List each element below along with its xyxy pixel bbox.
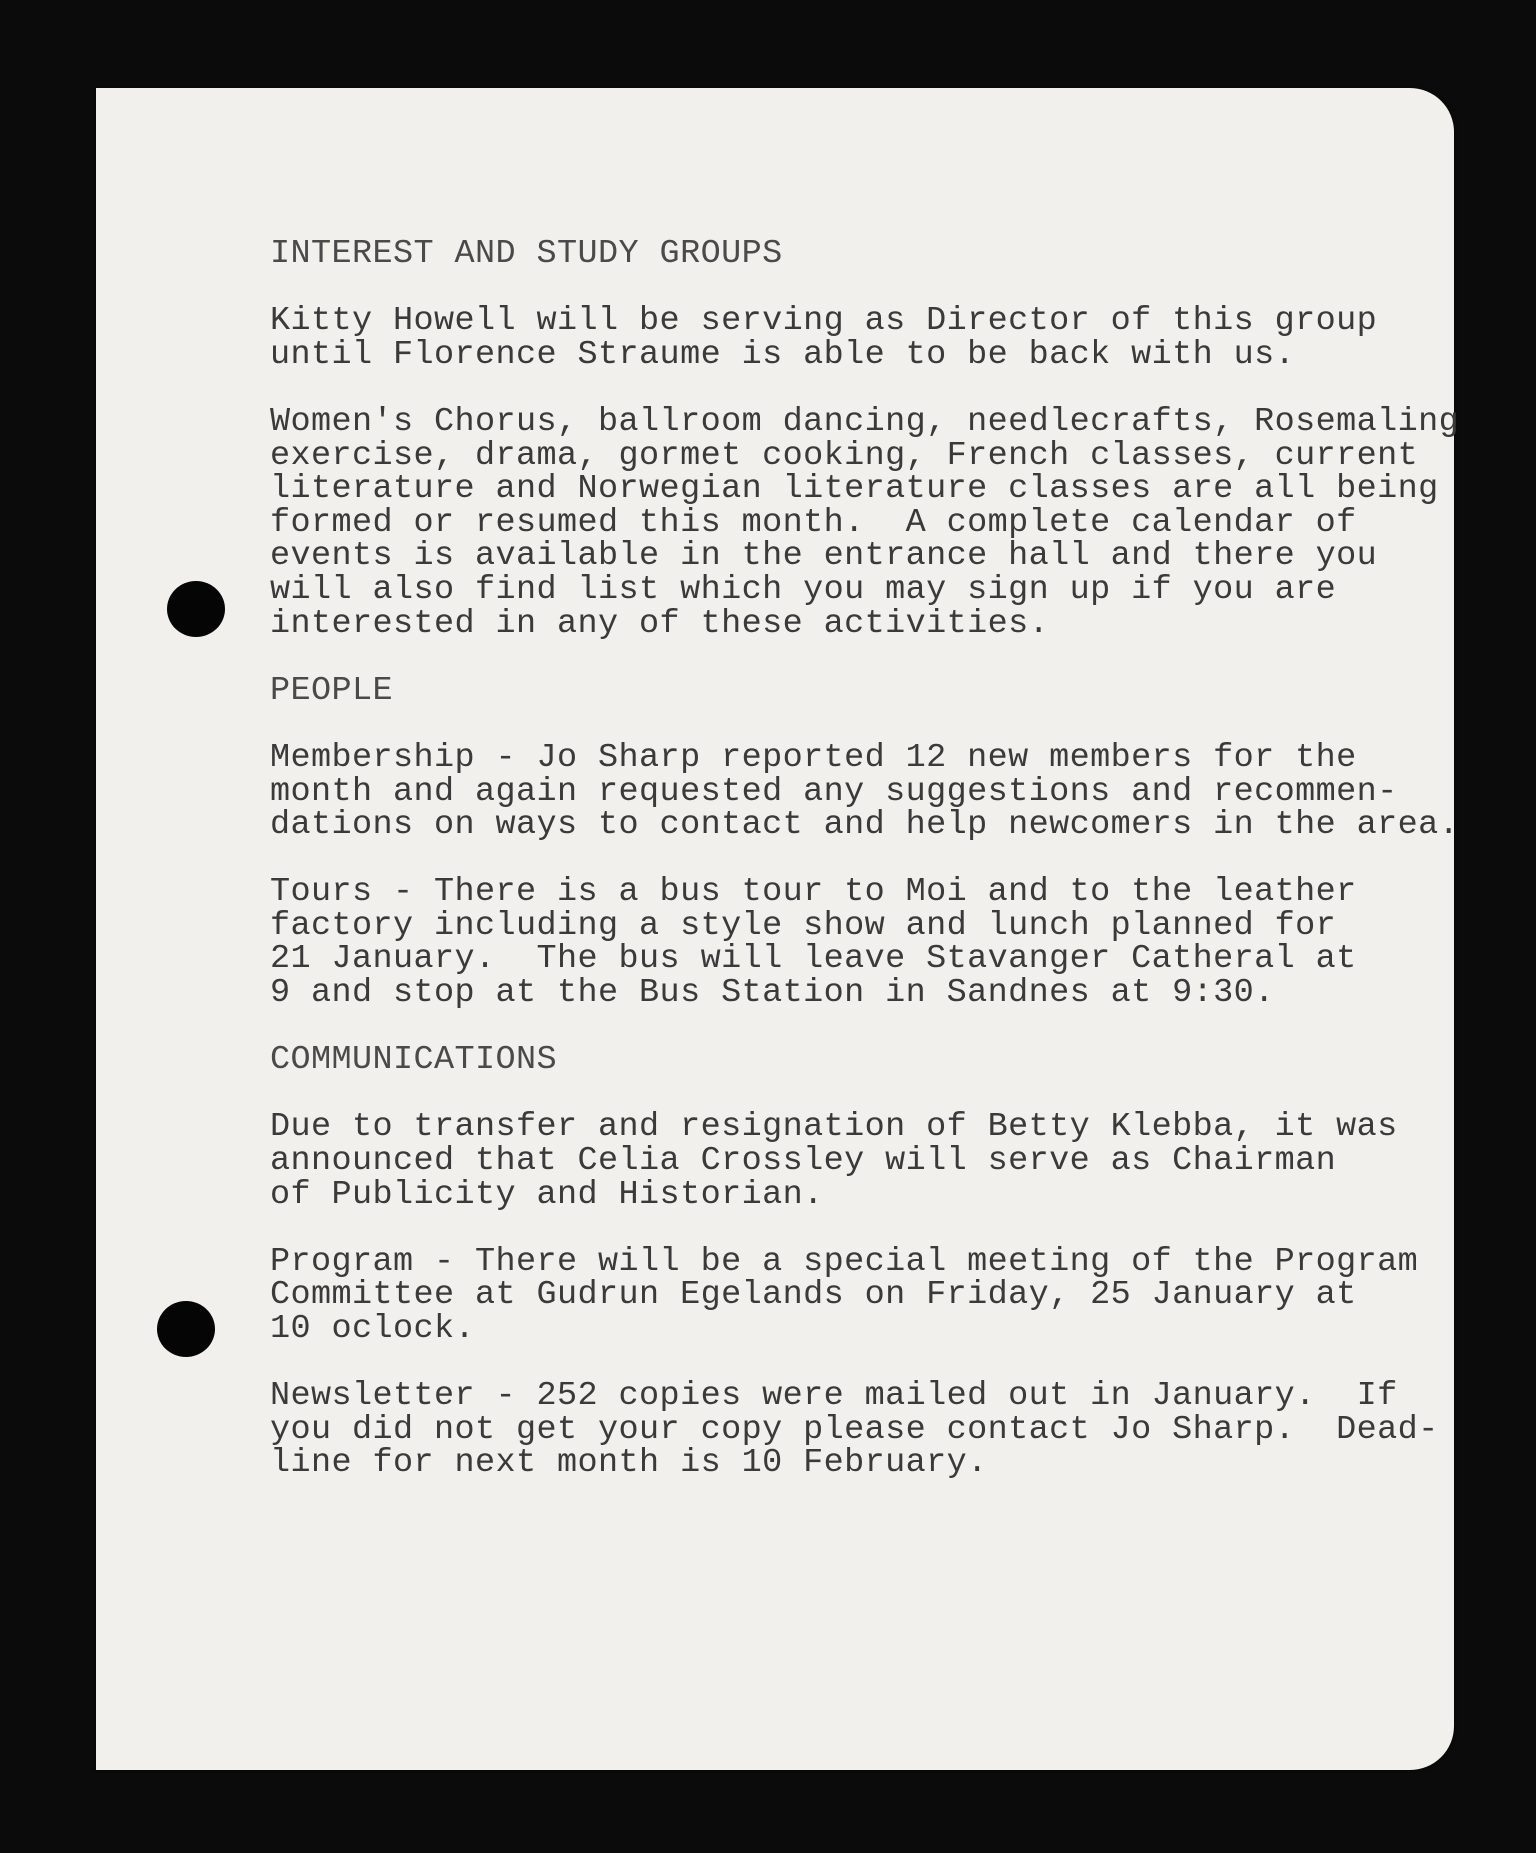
paragraph-tours: Tours - There is a bus tour to Moi and to the leather factory including a style show and lunch planned for 21 January. The bus will leave Stavanger Catheral at 9 and stop at the Bus Station in Sandnes at 9:30. bbox=[270, 873, 1357, 1013]
section-heading-interest: INTEREST AND STUDY GROUPS bbox=[270, 235, 783, 273]
paragraph-activities: Women's Chorus, ballroom dancing, needlecrafts, Rosemaling exercise, drama, gormet cooking, French classes, current literature and Norwegian literature classes are all being formed or resumed this month. A complete calendar of events is available in the entrance hall and there you will also find list which you may sign up if you are interested in any of these activities. bbox=[270, 402, 1460, 643]
page-content bbox=[270, 235, 1460, 1483]
punch-hole-bottom bbox=[157, 1301, 215, 1357]
paragraph-membership: Membership - Jo Sharp reported 12 new members for the month and again requested any suggestions and recommen- dations on ways to contact and help newcomers in the area. bbox=[270, 738, 1460, 845]
typed-page bbox=[96, 88, 1460, 1770]
section-heading-people: PEOPLE bbox=[270, 671, 394, 710]
paragraph-program: Program - There will be a special meeting of the Program Committee at Gudrun Egelands on Friday, 25 January at 10 oclock. bbox=[270, 1242, 1419, 1348]
paragraph-newsletter: Newsletter - 252 copies were mailed out in January. If you did not get your copy please contact Jo Sharp. Dead- line for next month is 10 February. bbox=[270, 1377, 1439, 1483]
paragraph-director: Kitty Howell will be serving as Director of this group until Florence Straume is able to be back with us. bbox=[270, 302, 1378, 374]
punch-hole-top bbox=[167, 581, 225, 637]
paragraph-publicity: Due to transfer and resignation of Betty Klebba, it was announced that Celia Crossley will serve as Chairman of Publicity and Historian. bbox=[270, 1108, 1398, 1214]
section-heading-communications: COMMUNICATIONS bbox=[270, 1041, 558, 1080]
